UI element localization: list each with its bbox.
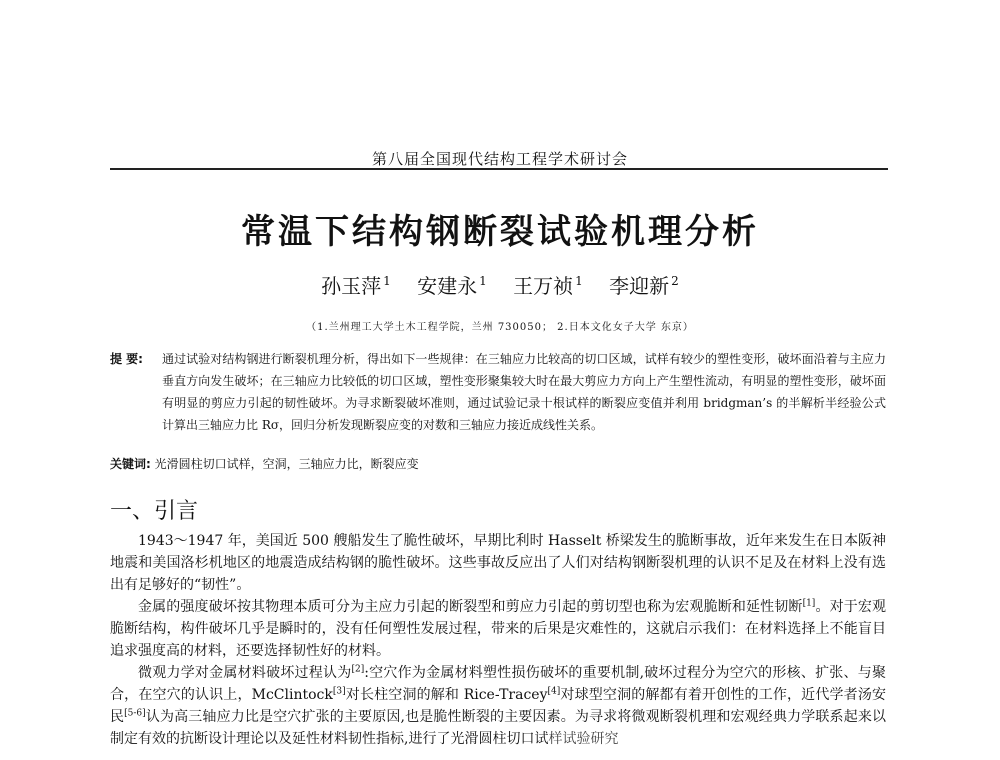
running-header: 第八届全国现代结构工程学术研讨会	[371, 150, 628, 168]
paragraph-text: :空穴作为金属材料塑性损伤破坏的重要机制,破坏过程分为空穴的形核、扩张、与聚合，在空穴的认识上，McClintock	[110, 665, 886, 703]
citation-ref: [2]	[351, 664, 365, 675]
header-rule	[110, 168, 888, 170]
section-heading: 一、引言	[110, 499, 199, 524]
paper-title: 常温下结构钢断裂试验机理分析	[241, 212, 759, 252]
keywords	[110, 454, 886, 474]
author-name: 李迎新	[609, 274, 670, 298]
paragraph-3	[110, 662, 886, 750]
citation-ref: [5-6]	[124, 708, 146, 719]
citation-ref: [3]	[332, 686, 346, 697]
paragraph-text: 对长柱空洞的解和 Rice-Tracey	[345, 687, 548, 703]
author-name: 安建永	[417, 274, 478, 298]
keywords-label: 关键词:	[110, 457, 151, 471]
paragraph-text: 认为高三轴应力比是空穴扩张的主要原因,也是脆性断裂的主要因素。为寻求将微观断裂机理和宏观经典力学联系起来以制定有效的抗断设计理论以及延性材料韧性指标,进行了光滑圆柱切口试	[110, 709, 887, 747]
author-2	[417, 274, 487, 298]
author-list	[0, 270, 1000, 299]
paragraph-text: 微观力学对金属材料破坏过程认为	[138, 665, 352, 681]
affiliation: （1.兰州理工大学土木工程学院，兰州 730050； 2.日本文化女子大学 东京）	[306, 322, 694, 333]
paragraph-text-cut: 样试验研究	[548, 731, 619, 747]
abstract-text: 通过试验对结构钢进行断裂机理分析，得出如下一些规律：在三轴应力比较高的切口区域，试样有较少的塑性变形，破坏面沿着与主应力垂直方向发生破坏；在三轴应力比较低的切口区域，塑性变形聚集较大时在最大剪应力方向上产生塑性流动，有明显的塑性变形，破坏面有明显的剪应力引起的韧性破坏。为寻求断裂破坏准则，通过试验记录十根试样的断裂应变值并利用 bridgman’s 的半解析半经验公式计算出三轴应力比 Rσ，回归分析发现断裂应变的对数和三轴应力接近成线性关系。	[162, 352, 886, 432]
author-affil-mark: 2	[671, 274, 679, 289]
paragraph-text: 金属的强度破坏按其物理本质可分为主应力引起的断裂型和剪应力引起的剪切型也称为宏观脆断和延性韧断	[138, 599, 803, 615]
paragraph-text: 对球型空洞的解都有着开创性的工作，近代学者汤安民	[110, 687, 886, 725]
body-text	[110, 530, 886, 750]
keywords-text: 光滑圆柱切口试样，空洞，三轴应力比，断裂应变	[154, 457, 419, 471]
author-name: 王万祯	[513, 274, 574, 298]
abstract	[110, 348, 886, 436]
author-3	[513, 274, 583, 298]
author-1	[321, 274, 391, 298]
author-4	[609, 274, 679, 298]
paragraph-text: 。对于宏观脆断结构，构件破坏几乎是瞬时的，没有任何塑性发展过程，带来的后果是灾难性的，这就启示我们：在材料选择上不能盲目追求强度高的材料，还要选择韧性好的材料。	[110, 599, 887, 659]
author-name: 孙玉萍	[321, 274, 382, 298]
author-affil-mark: 1	[575, 274, 583, 289]
author-affil-mark: 1	[479, 274, 487, 289]
author-affil-mark: 1	[383, 274, 391, 289]
paragraph-2	[110, 596, 886, 662]
paragraph-1: 1943～1947 年，美国近 500 艘船发生了脆性破坏，早期比利时 Hasselt 桥梁发生的脆断事故，近年来发生在日本阪神地震和美国洛杉机地区的地震造成结构钢的脆性破坏。这些事故反应出了人们对结构钢断裂机理的认识不足及在材料上没有选出有足够好的“韧性”。	[110, 533, 886, 593]
citation-ref: [1]	[802, 598, 816, 609]
abstract-label: 提 要:	[110, 352, 143, 366]
citation-ref: [4]	[547, 686, 561, 697]
